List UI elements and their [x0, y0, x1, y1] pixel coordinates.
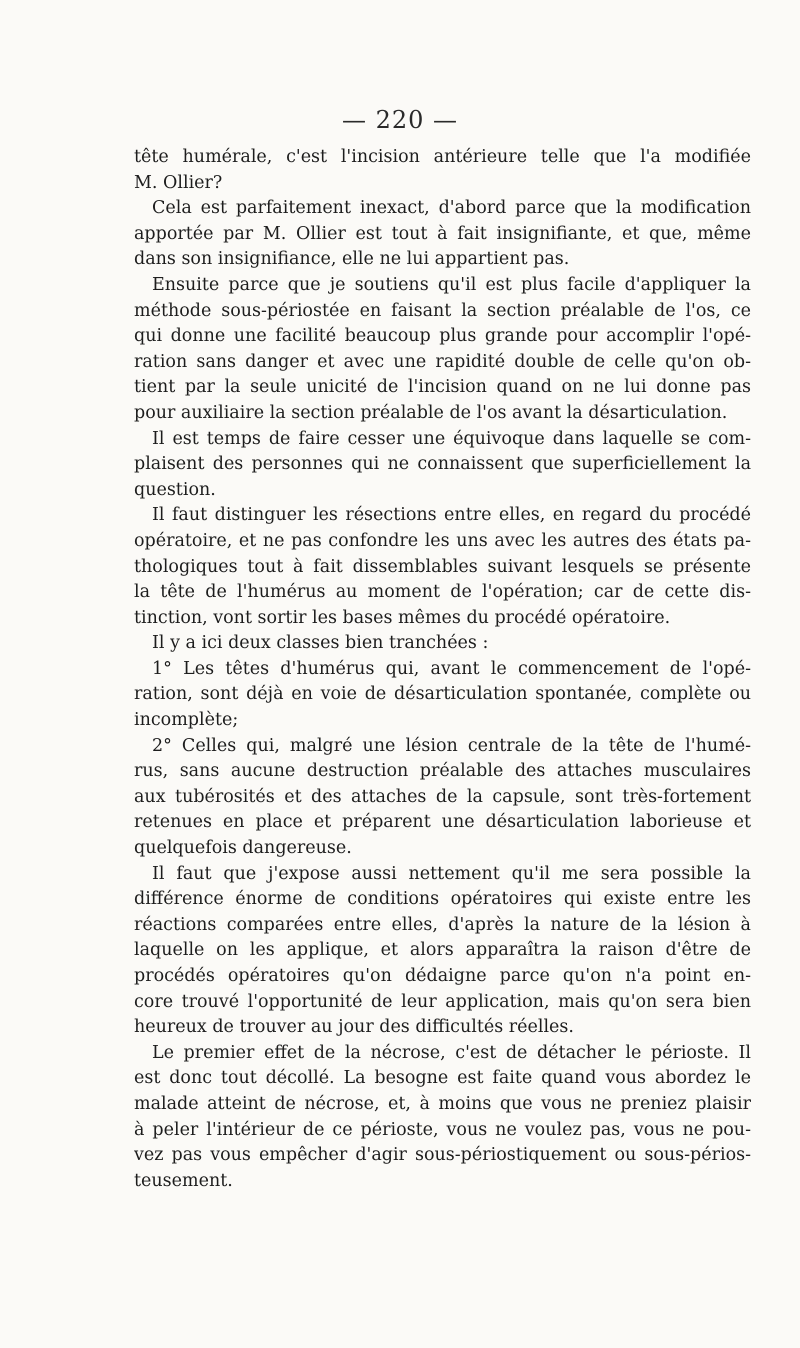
- text-line: Il est temps de faire cesser une équivoque dans laquelle se com-: [152, 428, 751, 449]
- text-line: aux tubérosités et des attaches de la capsule, sont très-fortement: [134, 786, 751, 807]
- text-line: tinction, vont sortir les bases mêmes du procédé opératoire.: [134, 607, 671, 628]
- text-line: pour auxiliaire la section préalable de l'os avant la désarticulation.: [134, 402, 728, 423]
- body-text: [134, 145, 751, 1194]
- text-line: question.: [134, 479, 216, 500]
- text-line: rus, sans aucune destruction préalable des attaches musculaires: [134, 761, 751, 782]
- text-line: différence énorme de conditions opératoires qui existe entre les: [134, 889, 751, 910]
- text-line: 1° Les têtes d'humérus qui, avant le commencement de l'opé-: [152, 658, 751, 679]
- text-line: incomplète;: [134, 710, 239, 731]
- text-line: Cela est parfaitement inexact, d'abord parce que la modification: [152, 198, 751, 219]
- page-number: — 220 —: [341, 106, 459, 134]
- text-line: plaisent des personnes qui ne connaissent que superficiellement la: [134, 454, 751, 475]
- text-line: apportée par M. Ollier est tout à fait insignifiante, et que, même: [134, 223, 751, 244]
- text-line: méthode sous-périostée en faisant la section préalable de l'os, ce: [134, 300, 751, 321]
- text-line: 2° Celles qui, malgré une lésion centrale de la tête de l'humé-: [152, 735, 751, 756]
- text-line: M. Ollier?: [134, 172, 223, 193]
- text-line: core trouvé l'opportunité de leur application, mais qu'on sera bien: [134, 991, 751, 1012]
- text-line: opératoire, et ne pas confondre les uns avec les autres des états pa-: [134, 530, 751, 551]
- text-line: thologiques tout à fait dissemblables suivant lesquels se présente: [134, 556, 751, 577]
- text-line: heureux de trouver au jour des difficultés réelles.: [134, 1017, 574, 1038]
- text-line: Il y a ici deux classes bien tranchées :: [152, 633, 489, 654]
- text-line: ration sans danger et avec une rapidité double de celle qu'on ob-: [134, 351, 751, 372]
- text-line: procédés opératoires qu'on dédaigne parce qu'on n'a point en-: [134, 966, 751, 986]
- text-line: laquelle on les applique, et alors apparaîtra la raison d'être de: [134, 940, 751, 961]
- text-line: Il faut que j'expose aussi nettement qu'il me sera possible la: [152, 863, 751, 884]
- text-line: Il faut distinguer les résections entre elles, en regard du procédé: [152, 505, 751, 526]
- text-line: à peler l'intérieur de ce périoste, vous ne voulez pas, vous ne pou-: [134, 1119, 751, 1140]
- text-line: malade atteint de nécrose, et, à moins que vous ne preniez plaisir: [134, 1093, 751, 1114]
- text-line: vez pas vous empêcher d'agir sous-périostiquement ou sous-périos-: [134, 1145, 751, 1166]
- text-line: tient par la seule unicité de l'incision quand on ne lui donne pas: [134, 377, 751, 398]
- text-line: teusement.: [134, 1170, 233, 1191]
- text-line: ration, sont déjà en voie de désarticulation spontanée, complète ou: [134, 684, 751, 705]
- text-line: est donc tout décollé. La besogne est faite quand vous abordez le: [134, 1068, 751, 1089]
- text-line: réactions comparées entre elles, d'après la nature de la lésion à: [134, 914, 751, 935]
- text-line: Ensuite parce que je soutiens qu'il est plus facile d'appliquer la: [152, 274, 751, 295]
- text-line: qui donne une facilité beaucoup plus grande pour accomplir l'opé-: [134, 326, 751, 347]
- text-line: la tête de l'humérus au moment de l'opération; car de cette dis-: [134, 582, 751, 603]
- text-line: tête humérale, c'est l'incision antérieure telle que l'a modifiée: [134, 147, 751, 167]
- text-line: retenues en place et préparent une désarticulation laborieuse et: [134, 812, 751, 833]
- text-line: quelquefois dangereuse.: [134, 838, 352, 859]
- text-line: dans son insignifiance, elle ne lui appartient pas.: [134, 249, 570, 270]
- text-line: Le premier effet de la nécrose, c'est de détacher le périoste. Il: [152, 1042, 751, 1063]
